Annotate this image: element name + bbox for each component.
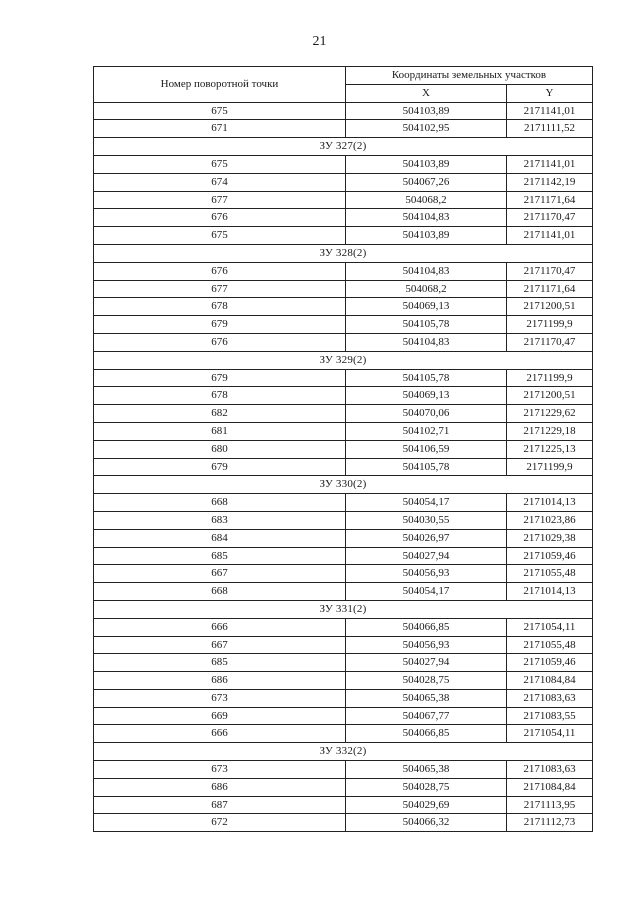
- y-coordinate-cell: 2171054,11: [507, 725, 593, 743]
- x-coordinate-cell: 504054,17: [346, 494, 507, 512]
- table-row: [94, 654, 593, 672]
- point-number-cell: 682: [94, 405, 346, 423]
- x-coordinate-cell: 504029,69: [346, 796, 507, 814]
- table-row: [94, 511, 593, 529]
- y-coordinate-cell: 2171142,19: [507, 173, 593, 191]
- table-row: [94, 689, 593, 707]
- x-coordinate-cell: 504105,78: [346, 369, 507, 387]
- section-row: [94, 476, 593, 494]
- x-coordinate-cell: 504103,89: [346, 102, 507, 120]
- point-number-cell: 672: [94, 814, 346, 832]
- y-coordinate-cell: 2171170,47: [507, 333, 593, 351]
- x-coordinate-cell: 504104,83: [346, 209, 507, 227]
- y-coordinate-cell: 2171112,73: [507, 814, 593, 832]
- point-number-cell: 687: [94, 796, 346, 814]
- table-row: [94, 155, 593, 173]
- table-row: [94, 547, 593, 565]
- table-row: [94, 405, 593, 423]
- point-number-cell: 684: [94, 529, 346, 547]
- x-coordinate-cell: 504066,32: [346, 814, 507, 832]
- x-coordinate-cell: 504106,59: [346, 440, 507, 458]
- y-coordinate-cell: 2171141,01: [507, 227, 593, 245]
- section-label: ЗУ 331(2): [94, 600, 593, 618]
- table-row: [94, 636, 593, 654]
- table-row: [94, 796, 593, 814]
- point-number-cell: 679: [94, 458, 346, 476]
- point-number-cell: 676: [94, 262, 346, 280]
- section-row: [94, 138, 593, 156]
- y-coordinate-cell: 2171059,46: [507, 547, 593, 565]
- y-coordinate-cell: 2171113,95: [507, 796, 593, 814]
- coordinates-table: [93, 66, 593, 832]
- y-coordinate-cell: 2171170,47: [507, 209, 593, 227]
- y-coordinate-cell: 2171083,63: [507, 761, 593, 779]
- table-row: [94, 227, 593, 245]
- section-label: ЗУ 328(2): [94, 244, 593, 262]
- point-number-cell: 681: [94, 422, 346, 440]
- x-coordinate-cell: 504054,17: [346, 583, 507, 601]
- x-coordinate-cell: 504102,95: [346, 120, 507, 138]
- x-coordinate-cell: 504056,93: [346, 636, 507, 654]
- x-coordinate-cell: 504069,13: [346, 298, 507, 316]
- x-coordinate-cell: 504069,13: [346, 387, 507, 405]
- table-row: [94, 387, 593, 405]
- table-row: [94, 333, 593, 351]
- point-number-cell: 685: [94, 547, 346, 565]
- y-coordinate-cell: 2171054,11: [507, 618, 593, 636]
- table-row: [94, 440, 593, 458]
- x-coordinate-cell: 504105,78: [346, 458, 507, 476]
- x-coordinate-cell: 504026,97: [346, 529, 507, 547]
- point-number-cell: 686: [94, 672, 346, 690]
- point-number-cell: 678: [94, 387, 346, 405]
- point-number-cell: 683: [94, 511, 346, 529]
- table-row: [94, 778, 593, 796]
- point-number-cell: 666: [94, 725, 346, 743]
- table-row: [94, 422, 593, 440]
- table-row: [94, 316, 593, 334]
- y-coordinate-cell: 2171111,52: [507, 120, 593, 138]
- x-coordinate-cell: 504066,85: [346, 618, 507, 636]
- point-number-cell: 668: [94, 494, 346, 512]
- y-coordinate-cell: 2171059,46: [507, 654, 593, 672]
- table-row: [94, 458, 593, 476]
- point-number-cell: 669: [94, 707, 346, 725]
- y-coordinate-cell: 2171014,13: [507, 494, 593, 512]
- point-number-cell: 674: [94, 173, 346, 191]
- table-row: [94, 280, 593, 298]
- x-coordinate-cell: 504105,78: [346, 316, 507, 334]
- point-number-cell: 677: [94, 191, 346, 209]
- section-row: [94, 600, 593, 618]
- y-coordinate-cell: 2171200,51: [507, 298, 593, 316]
- table-row: [94, 529, 593, 547]
- table-row: [94, 618, 593, 636]
- point-number-cell: 667: [94, 636, 346, 654]
- point-number-cell: 678: [94, 298, 346, 316]
- x-coordinate-cell: 504030,55: [346, 511, 507, 529]
- x-coordinate-cell: 504103,89: [346, 227, 507, 245]
- y-coordinate-cell: 2171199,9: [507, 458, 593, 476]
- header-coordinates: Координаты земельных участков: [346, 67, 593, 85]
- y-coordinate-cell: 2171229,62: [507, 405, 593, 423]
- point-number-cell: 676: [94, 333, 346, 351]
- table-row: [94, 120, 593, 138]
- y-coordinate-cell: 2171084,84: [507, 778, 593, 796]
- y-coordinate-cell: 2171083,63: [507, 689, 593, 707]
- point-number-cell: 686: [94, 778, 346, 796]
- section-label: ЗУ 332(2): [94, 743, 593, 761]
- table-row: [94, 494, 593, 512]
- x-coordinate-cell: 504056,93: [346, 565, 507, 583]
- x-coordinate-cell: 504028,75: [346, 778, 507, 796]
- x-coordinate-cell: 504027,94: [346, 547, 507, 565]
- table-row: [94, 298, 593, 316]
- table-row: [94, 725, 593, 743]
- x-coordinate-cell: 504068,2: [346, 191, 507, 209]
- point-number-cell: 673: [94, 689, 346, 707]
- point-number-cell: 676: [94, 209, 346, 227]
- page-number: 21: [312, 34, 327, 49]
- y-coordinate-cell: 2171141,01: [507, 155, 593, 173]
- table-row: [94, 191, 593, 209]
- point-number-cell: 673: [94, 761, 346, 779]
- section-label: ЗУ 327(2): [94, 138, 593, 156]
- y-coordinate-cell: 2171225,13: [507, 440, 593, 458]
- point-number-cell: 666: [94, 618, 346, 636]
- point-number-cell: 685: [94, 654, 346, 672]
- y-coordinate-cell: 2171199,9: [507, 369, 593, 387]
- header-y: Y: [507, 84, 593, 102]
- section-row: [94, 351, 593, 369]
- y-coordinate-cell: 2171023,86: [507, 511, 593, 529]
- point-number-cell: 675: [94, 227, 346, 245]
- x-coordinate-cell: 504067,26: [346, 173, 507, 191]
- y-coordinate-cell: 2171014,13: [507, 583, 593, 601]
- y-coordinate-cell: 2171055,48: [507, 636, 593, 654]
- table-row: [94, 814, 593, 832]
- header-point-number: Номер поворотной точки: [94, 67, 346, 103]
- x-coordinate-cell: 504104,83: [346, 262, 507, 280]
- x-coordinate-cell: 504065,38: [346, 689, 507, 707]
- point-number-cell: 667: [94, 565, 346, 583]
- point-number-cell: 668: [94, 583, 346, 601]
- point-number-cell: 680: [94, 440, 346, 458]
- x-coordinate-cell: 504103,89: [346, 155, 507, 173]
- y-coordinate-cell: 2171200,51: [507, 387, 593, 405]
- x-coordinate-cell: 504102,71: [346, 422, 507, 440]
- x-coordinate-cell: 504066,85: [346, 725, 507, 743]
- y-coordinate-cell: 2171171,64: [507, 280, 593, 298]
- table-row: [94, 102, 593, 120]
- y-coordinate-cell: 2171029,38: [507, 529, 593, 547]
- y-coordinate-cell: 2171199,9: [507, 316, 593, 334]
- point-number-cell: 677: [94, 280, 346, 298]
- table-row: [94, 761, 593, 779]
- table-row: [94, 565, 593, 583]
- y-coordinate-cell: 2171171,64: [507, 191, 593, 209]
- table-row: [94, 262, 593, 280]
- y-coordinate-cell: 2171084,84: [507, 672, 593, 690]
- section-row: [94, 244, 593, 262]
- x-coordinate-cell: 504068,2: [346, 280, 507, 298]
- y-coordinate-cell: 2171083,55: [507, 707, 593, 725]
- point-number-cell: 679: [94, 369, 346, 387]
- point-number-cell: 671: [94, 120, 346, 138]
- x-coordinate-cell: 504028,75: [346, 672, 507, 690]
- header-x: X: [346, 84, 507, 102]
- table-row: [94, 583, 593, 601]
- x-coordinate-cell: 504065,38: [346, 761, 507, 779]
- x-coordinate-cell: 504067,77: [346, 707, 507, 725]
- section-label: ЗУ 330(2): [94, 476, 593, 494]
- x-coordinate-cell: 504104,83: [346, 333, 507, 351]
- y-coordinate-cell: 2171141,01: [507, 102, 593, 120]
- y-coordinate-cell: 2171055,48: [507, 565, 593, 583]
- x-coordinate-cell: 504027,94: [346, 654, 507, 672]
- table-row: [94, 209, 593, 227]
- x-coordinate-cell: 504070,06: [346, 405, 507, 423]
- y-coordinate-cell: 2171170,47: [507, 262, 593, 280]
- table-row: [94, 707, 593, 725]
- table-body: [94, 102, 593, 832]
- point-number-cell: 675: [94, 155, 346, 173]
- table-row: [94, 369, 593, 387]
- section-row: [94, 743, 593, 761]
- section-label: ЗУ 329(2): [94, 351, 593, 369]
- table-row: [94, 173, 593, 191]
- point-number-cell: 675: [94, 102, 346, 120]
- y-coordinate-cell: 2171229,18: [507, 422, 593, 440]
- point-number-cell: 679: [94, 316, 346, 334]
- table-row: [94, 672, 593, 690]
